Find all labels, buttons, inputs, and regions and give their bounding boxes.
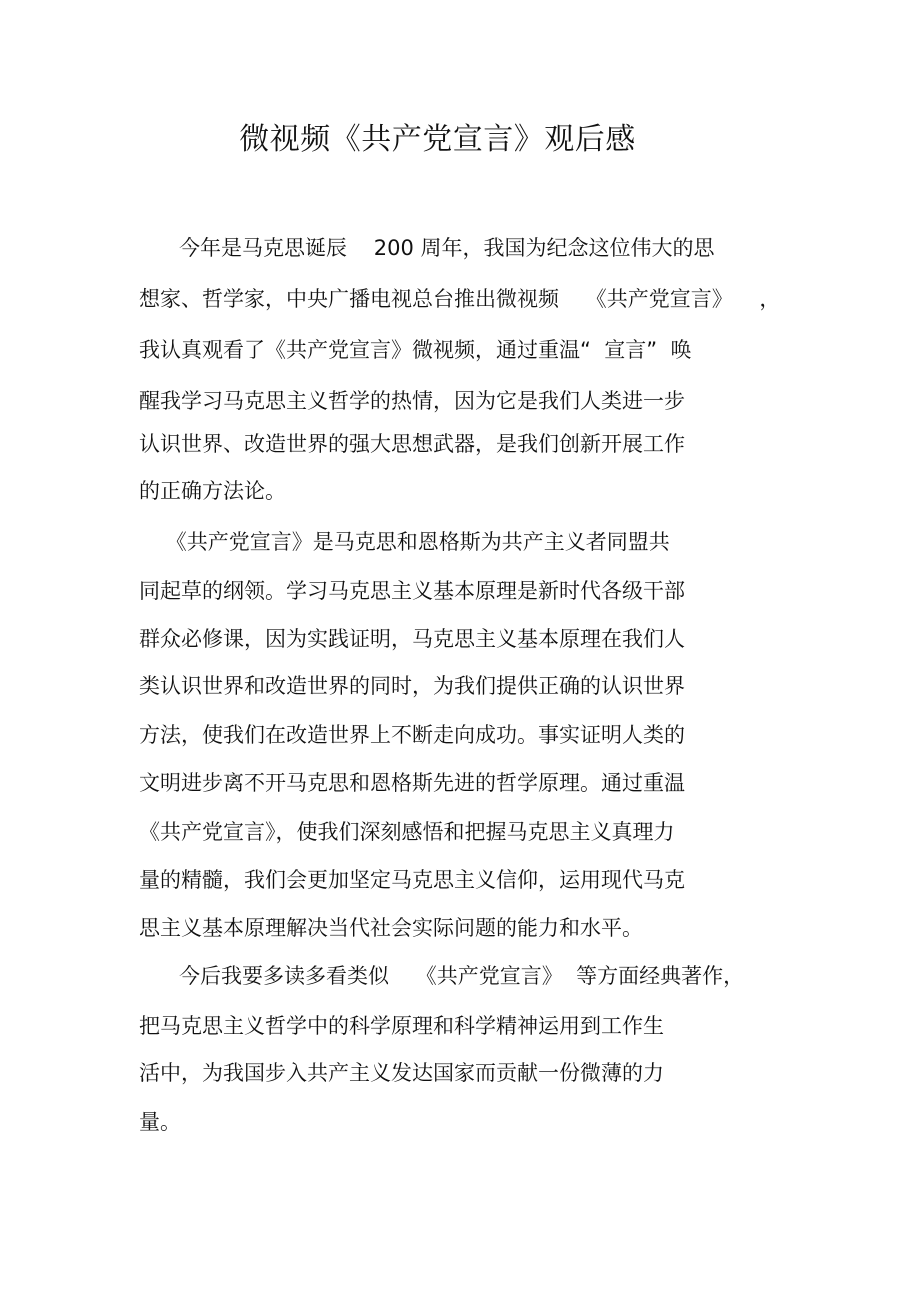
- paragraph-1-line-6: 的正确方法论。: [139, 479, 286, 503]
- paragraph-2-line-9: 思主义基本原理解决当代社会实际问题的能力和水平。: [139, 916, 643, 940]
- paragraph-2-line-8: 量的精髓，我们会更加坚定马克思主义信仰，运用现代马克: [139, 868, 685, 892]
- paragraph-3-line-1: 今后我要多读多看类似 《共产党宣言》 等方面经典著作，: [139, 964, 745, 988]
- paragraph-1-line-3: 我认真观看了《共产党宣言》微视频，通过重温“ 宣言” 唤: [139, 338, 692, 362]
- paragraph-1-line-1: 今年是马克思诞辰 200 周年，我国为纪念这位伟大的思: [139, 236, 715, 260]
- paragraph-1-line-4: 醒我学习马克思主义哲学的热情，因为它是我们人类进一步: [139, 389, 685, 413]
- paragraph-2-line-3: 群众必修课，因为实践证明，马克思主义基本原理在我们人: [139, 627, 685, 651]
- paragraph-2-line-5: 方法，使我们在改造世界上不断走向成功。事实证明人类的: [139, 723, 685, 747]
- paragraph-2-line-2: 同起草的纲领。学习马克思主义基本原理是新时代各级干部: [139, 579, 685, 603]
- paragraph-2-line-4: 类认识世界和改造世界的同时，为我们提供正确的认识世界: [139, 674, 685, 698]
- paragraph-3-line-2: 把马克思主义哲学中的科学原理和科学精神运用到工作生: [139, 1014, 664, 1038]
- paragraph-3-line-4: 量。: [139, 1110, 181, 1134]
- paragraph-1-line-2: 想家、哲学家，中央广播电视总台推出微视频 《共产党宣言》 ，: [139, 287, 781, 311]
- document-title: 微视频《共产党宣言》观后感: [239, 122, 636, 157]
- paragraph-1-line-5: 认识世界、改造世界的强大思想武器，是我们创新开展工作: [139, 432, 685, 456]
- paragraph-3-line-3: 活中，为我国步入共产主义发达国家而贡献一份微薄的力: [139, 1061, 664, 1085]
- paragraph-2-line-1: 《共产党宣言》是马克思和恩格斯为共产主义者同盟共: [139, 530, 670, 554]
- paragraph-2-line-6: 文明进步离不开马克思和恩格斯先进的哲学原理。通过重温: [139, 771, 685, 795]
- paragraph-2-line-7: 《共产党宣言》，使我们深刻感悟和把握马克思主义真理力: [139, 820, 675, 844]
